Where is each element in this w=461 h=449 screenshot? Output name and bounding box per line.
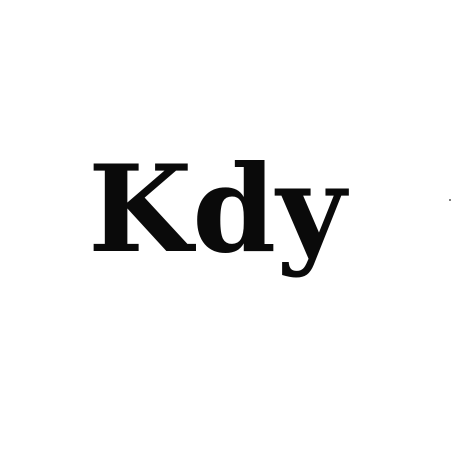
stray-mark [449,199,451,201]
word-text: Kdy [88,139,346,280]
